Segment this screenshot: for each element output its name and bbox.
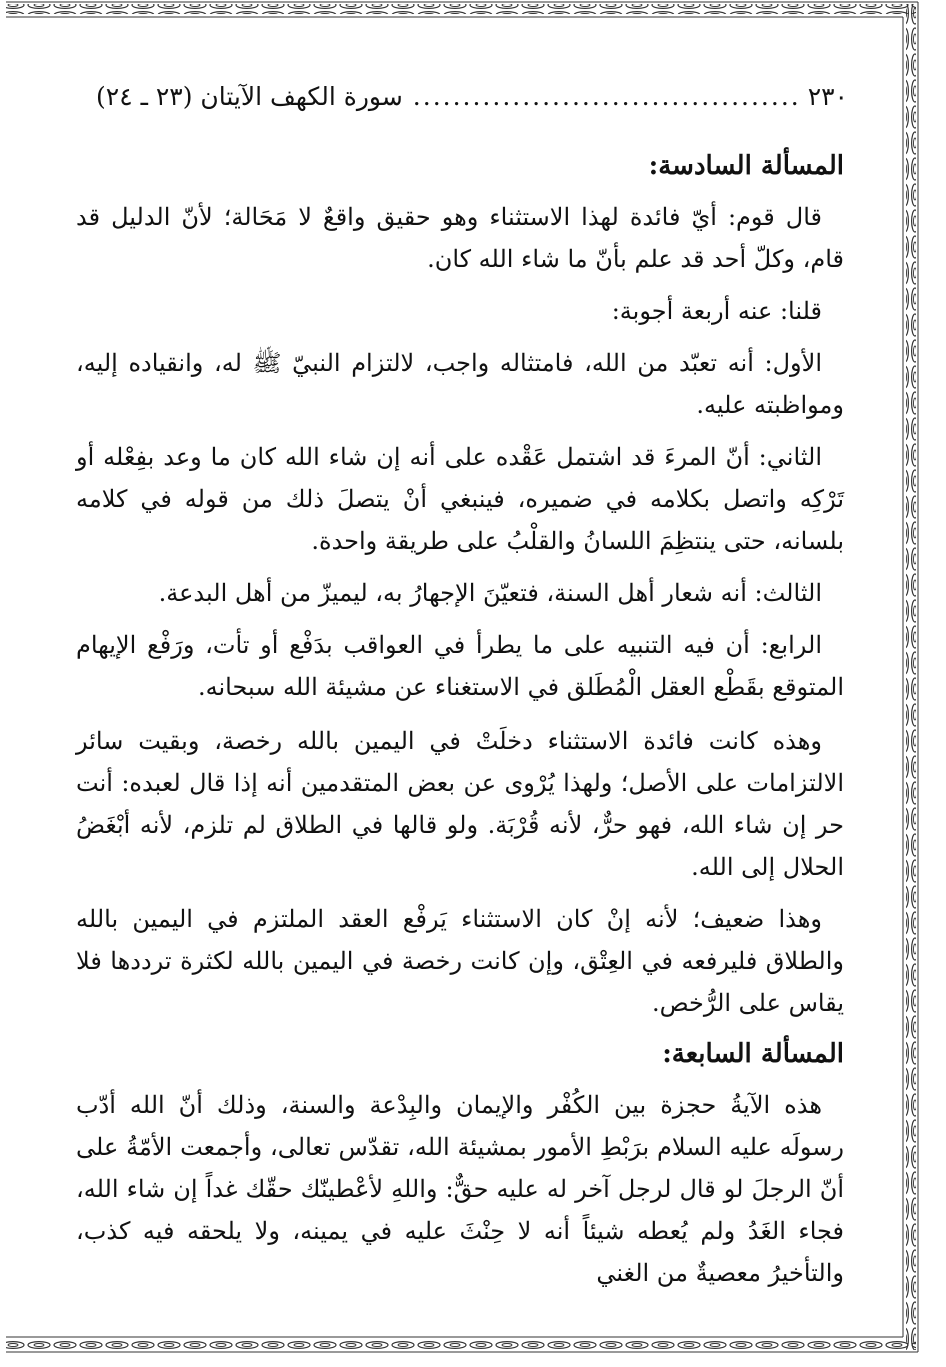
running-title: سورة الكهف الآيتان (٢٣ ـ ٢٤) [96,81,403,111]
section-7-heading: المسألة السابعة: [662,1039,844,1069]
paragraph: وهذا ضعيف؛ لأنه إنْ كان الاستثناء يَرفْع العقد الملتزم في اليمين بالله والطلاق فليرفعه في العِتْق، وإن كانت رخصة في اليمين بالله لكثرة ترددها فلا يقاس على الرُّخص. [76,905,844,1017]
paragraph: وهذه كانت فائدة الاستثناء دخلَتْ في اليمين بالله رخصة، وبقيت سائر الالتزامات على الأصل؛ ولهذا يُرْوى عن بعض المتقدمين أنه إذا قال لعبده: أنت حر إن شاء الله، فهو حرٌّ، لأنه قُرْبَة. ولو قالها في الطلاق لم تلزم، لأنه أبْغَضُ الحلال إلى الله. [76,727,844,881]
paragraph: الثالث: أنه شعار أهل السنة، فتعيّنَ الإجهارُ به، ليميزّ من أهل البدعة. [158,579,822,607]
paragraph: الثاني: أنّ المرءَ قد اشتمل عَقْده على أنه إن شاء الله كان ما وعد بفِعْله أو تَرْكِه واتصل بكلامه في ضميره، فينبغي أنْ يتصلَ ذلك من قوله في كلامه بلسانه، حتى ينتظِمَ اللسانُ والقلْبُ على طريقة واحدة. [76,443,844,555]
paragraph: قال قوم: أيّ فائدة لهذا الاستثناء وهو حقيق واقعٌ لا مَحَالة؛ لأنّ الدليل قد قام، وكلّ أحد قد علم بأنّ ما شاء الله كان. [76,203,844,273]
page-number: ٢٣٠ [807,81,848,111]
paragraph: الأول: أنه تعبّد من الله، فامتثاله واجب، لالتزام النبيّ ﷺ له، وانقياده إليه، ومواظبته عليه. [76,349,844,419]
paragraph: قلنا: عنه أربعة أجوبة: [611,297,822,325]
section-6-heading: المسألة السادسة: [648,151,844,181]
leader-dots [413,82,798,111]
running-header [96,78,848,114]
page-body [76,146,844,1304]
paragraph: هذه الآيةُ حجزة بين الكُفْر والإيمان والبِدْعة والسنة، وذلك أنّ الله أدّب رسولَه عليه السلام برَبْطِ الأمور بمشيئة الله، تقدّس تعالى، وأجمعت الأمّةُ على أنّ الرجلَ لو قال لرجل آخر له عليه حقٌّ: واللهِ لأعْطينّك حقّك غداً إن شاء الله، فجاء الغَدُ ولم يُعطه شيئاً أنه لا حِنْثَ عليه في يمينه، ولا يلحقه فيه كذب، والتأخيرُ معصيةٌ من الغني [76,1091,844,1287]
paragraph: الرابع: أن فيه التنبيه على ما يطرأ في العواقب بدَفْع أو تأت، ورَفْع الإيهام المتوقع بقَطْع العقل الْمُطَلق في الاستغناء عن مشيئة الله سبحانه. [76,631,844,701]
